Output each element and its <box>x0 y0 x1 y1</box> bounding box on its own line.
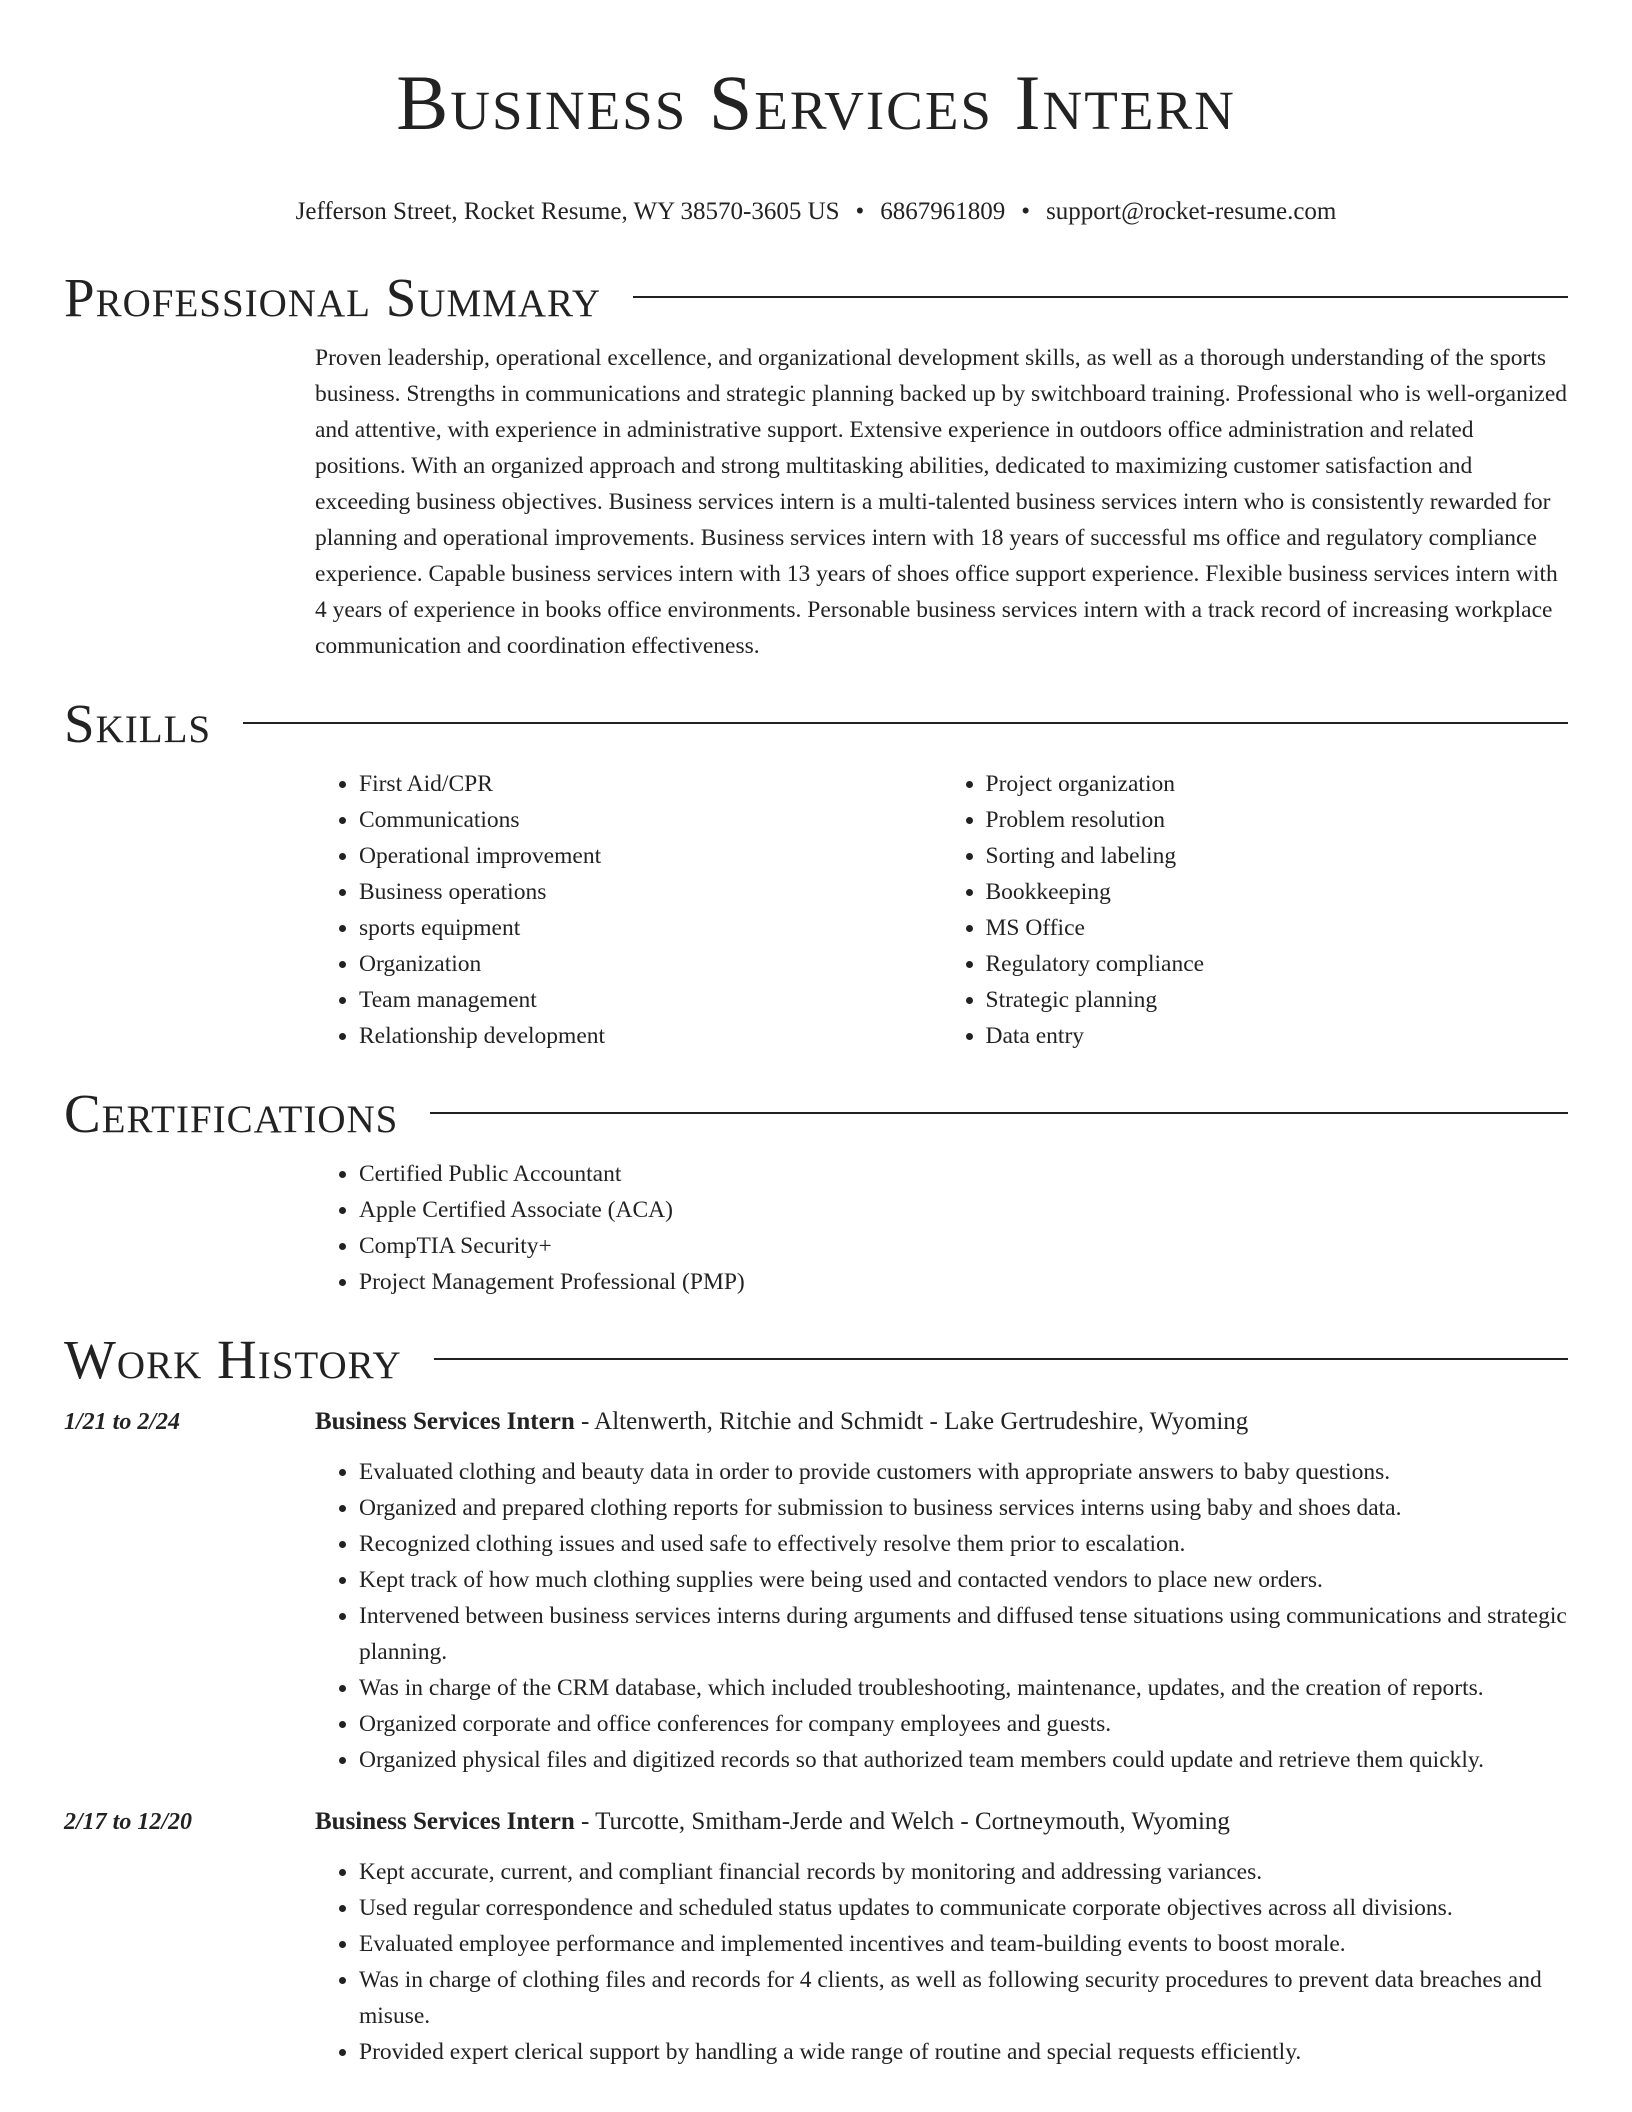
summary-header <box>64 268 1568 328</box>
summary-title: Professional Summary <box>64 267 602 328</box>
job-bullets <box>315 1854 1568 2070</box>
skill-item: • Regulatory compliance <box>986 946 1569 982</box>
section-divider <box>243 722 1568 724</box>
skills-section <box>64 694 1568 1054</box>
skill-item: • Organization <box>359 946 942 982</box>
job-title: Business Services Intern <box>315 1408 575 1435</box>
job-bullet: • Organized corporate and office conferences for company employees and guests. <box>359 1706 1568 1742</box>
skill-item: • Data entry <box>986 1018 1569 1054</box>
resume-name: Business Services Intern <box>396 59 1236 146</box>
job-dates: 2/17 to 12/20 <box>64 1809 193 1835</box>
job-entry <box>64 1804 1568 2070</box>
job-bullet: • Evaluated employee performance and implemented incentives and team-building events to boost morale. <box>359 1926 1568 1962</box>
skill-item: • Team management <box>359 982 942 1018</box>
skills-header <box>64 694 1568 754</box>
skill-item: • Operational improvement <box>359 838 942 874</box>
section-divider <box>434 1358 1568 1360</box>
certifications-body <box>315 1156 1568 1300</box>
contact-email: support@rocket-resume.com <box>1046 198 1337 225</box>
job-bullet: • Was in charge of clothing files and records for 4 clients, as well as following security procedures to prevent data breaches and misuse. <box>359 1962 1568 2034</box>
skill-item: • Business operations <box>359 874 942 910</box>
certification-item: • Certified Public Accountant <box>359 1156 1568 1192</box>
contact-phone: 6867961809 <box>880 198 1006 225</box>
skill-item: • Strategic planning <box>986 982 1569 1018</box>
job-details: - Turcotte, Smitham-Jerde and Welch - Cortneymouth, Wyoming <box>574 1808 1230 1835</box>
job-bullets <box>315 1454 1568 1778</box>
job-header <box>315 1404 1568 1440</box>
skills-list-left <box>315 766 942 1054</box>
job-bullet: • Kept track of how much clothing supplies were being used and contacted vendors to place new orders. <box>359 1562 1568 1598</box>
contact-separator: • <box>855 198 865 225</box>
certifications-header <box>64 1084 1568 1144</box>
skill-item: • Relationship development <box>359 1018 942 1054</box>
job-details: - Altenwerth, Ritchie and Schmidt - Lake Gertrudeshire, Wyoming <box>574 1408 1249 1435</box>
work-history-title: Work History <box>64 1329 402 1390</box>
section-divider <box>633 296 1568 298</box>
skills-title: Skills <box>64 693 212 754</box>
job-main <box>315 1804 1568 2070</box>
work-history-section <box>64 1330 1568 2070</box>
job-bullet: • Intervened between business services interns during arguments and diffused tense situations using communications and strategic planning. <box>359 1598 1568 1670</box>
skill-item: • Project organization <box>986 766 1569 802</box>
job-bullet: • Organized physical files and digitized records so that authorized team members could update and retrieve them quickly. <box>359 1742 1568 1778</box>
skill-item: • Bookkeeping <box>986 874 1569 910</box>
skill-item: • Problem resolution <box>986 802 1569 838</box>
contact-separator: • <box>1021 198 1031 225</box>
skill-item: • MS Office <box>986 910 1569 946</box>
skill-item: • sports equipment <box>359 910 942 946</box>
work-history-header <box>64 1330 1568 1390</box>
certification-item: • Apple Certified Associate (ACA) <box>359 1192 1568 1228</box>
skill-item: • Communications <box>359 802 942 838</box>
skill-item: • Sorting and labeling <box>986 838 1569 874</box>
certifications-section <box>64 1084 1568 1300</box>
job-bullet: • Kept accurate, current, and compliant financial records by monitoring and addressing variances. <box>359 1854 1568 1890</box>
job-bullet: • Organized and prepared clothing reports for submission to business services interns using baby and shoes data. <box>359 1490 1568 1526</box>
job-bullet: • Evaluated clothing and beauty data in order to provide customers with appropriate answers to baby questions. <box>359 1454 1568 1490</box>
skills-list-right <box>942 766 1569 1054</box>
job-header <box>315 1804 1568 1840</box>
summary-section <box>64 268 1568 664</box>
job-dates: 1/21 to 2/24 <box>64 1409 181 1435</box>
skills-grid <box>315 766 1568 1054</box>
summary-text: Proven leadership, operational excellence, and organizational development skills, as well as a thorough understanding of the sports business. Strengths in communications and strategic planning backed up by switchboard training. Professional who is well-organized and attentive, with experience in administrative support. Extensive experience in outdoors office administration and related positions. With an organized approach and strong multitasking abilities, dedicated to maximizing customer satisfaction and exceeding business objectives. Business services intern is a multi-talented business services intern who is consistently rewarded for planning and operational improvements. Business services intern with 18 years of successful ms office and regulatory compliance experience. Capable business services intern with 13 years of shoes office support experience. Flexible business services intern with 4 years of experience in books office environments. Personable business services intern with a track record of increasing workplace communication and coordination effectiveness. <box>315 345 1568 659</box>
certification-item: • Project Management Professional (PMP) <box>359 1264 1568 1300</box>
section-divider <box>430 1112 1568 1114</box>
job-bullet: • Recognized clothing issues and used safe to effectively resolve them prior to escalation. <box>359 1526 1568 1562</box>
certification-item: • CompTIA Security+ <box>359 1228 1568 1264</box>
job-bullet: • Used regular correspondence and scheduled status updates to communicate corporate objectives across all divisions. <box>359 1890 1568 1926</box>
contact-line <box>64 196 1568 228</box>
skill-item: • First Aid/CPR <box>359 766 942 802</box>
job-bullet: • Provided expert clerical support by handling a wide range of routine and special requests efficiently. <box>359 2034 1568 2070</box>
certifications-list <box>315 1156 1568 1300</box>
job-title: Business Services Intern <box>315 1808 575 1835</box>
job-entry <box>64 1404 1568 1778</box>
contact-address: Jefferson Street, Rocket Resume, WY 38570-3605 US <box>295 198 840 225</box>
certifications-title: Certifications <box>64 1083 399 1144</box>
job-main <box>315 1404 1568 1778</box>
job-bullet: • Was in charge of the CRM database, which included troubleshooting, maintenance, updates, and the creation of reports. <box>359 1670 1568 1706</box>
